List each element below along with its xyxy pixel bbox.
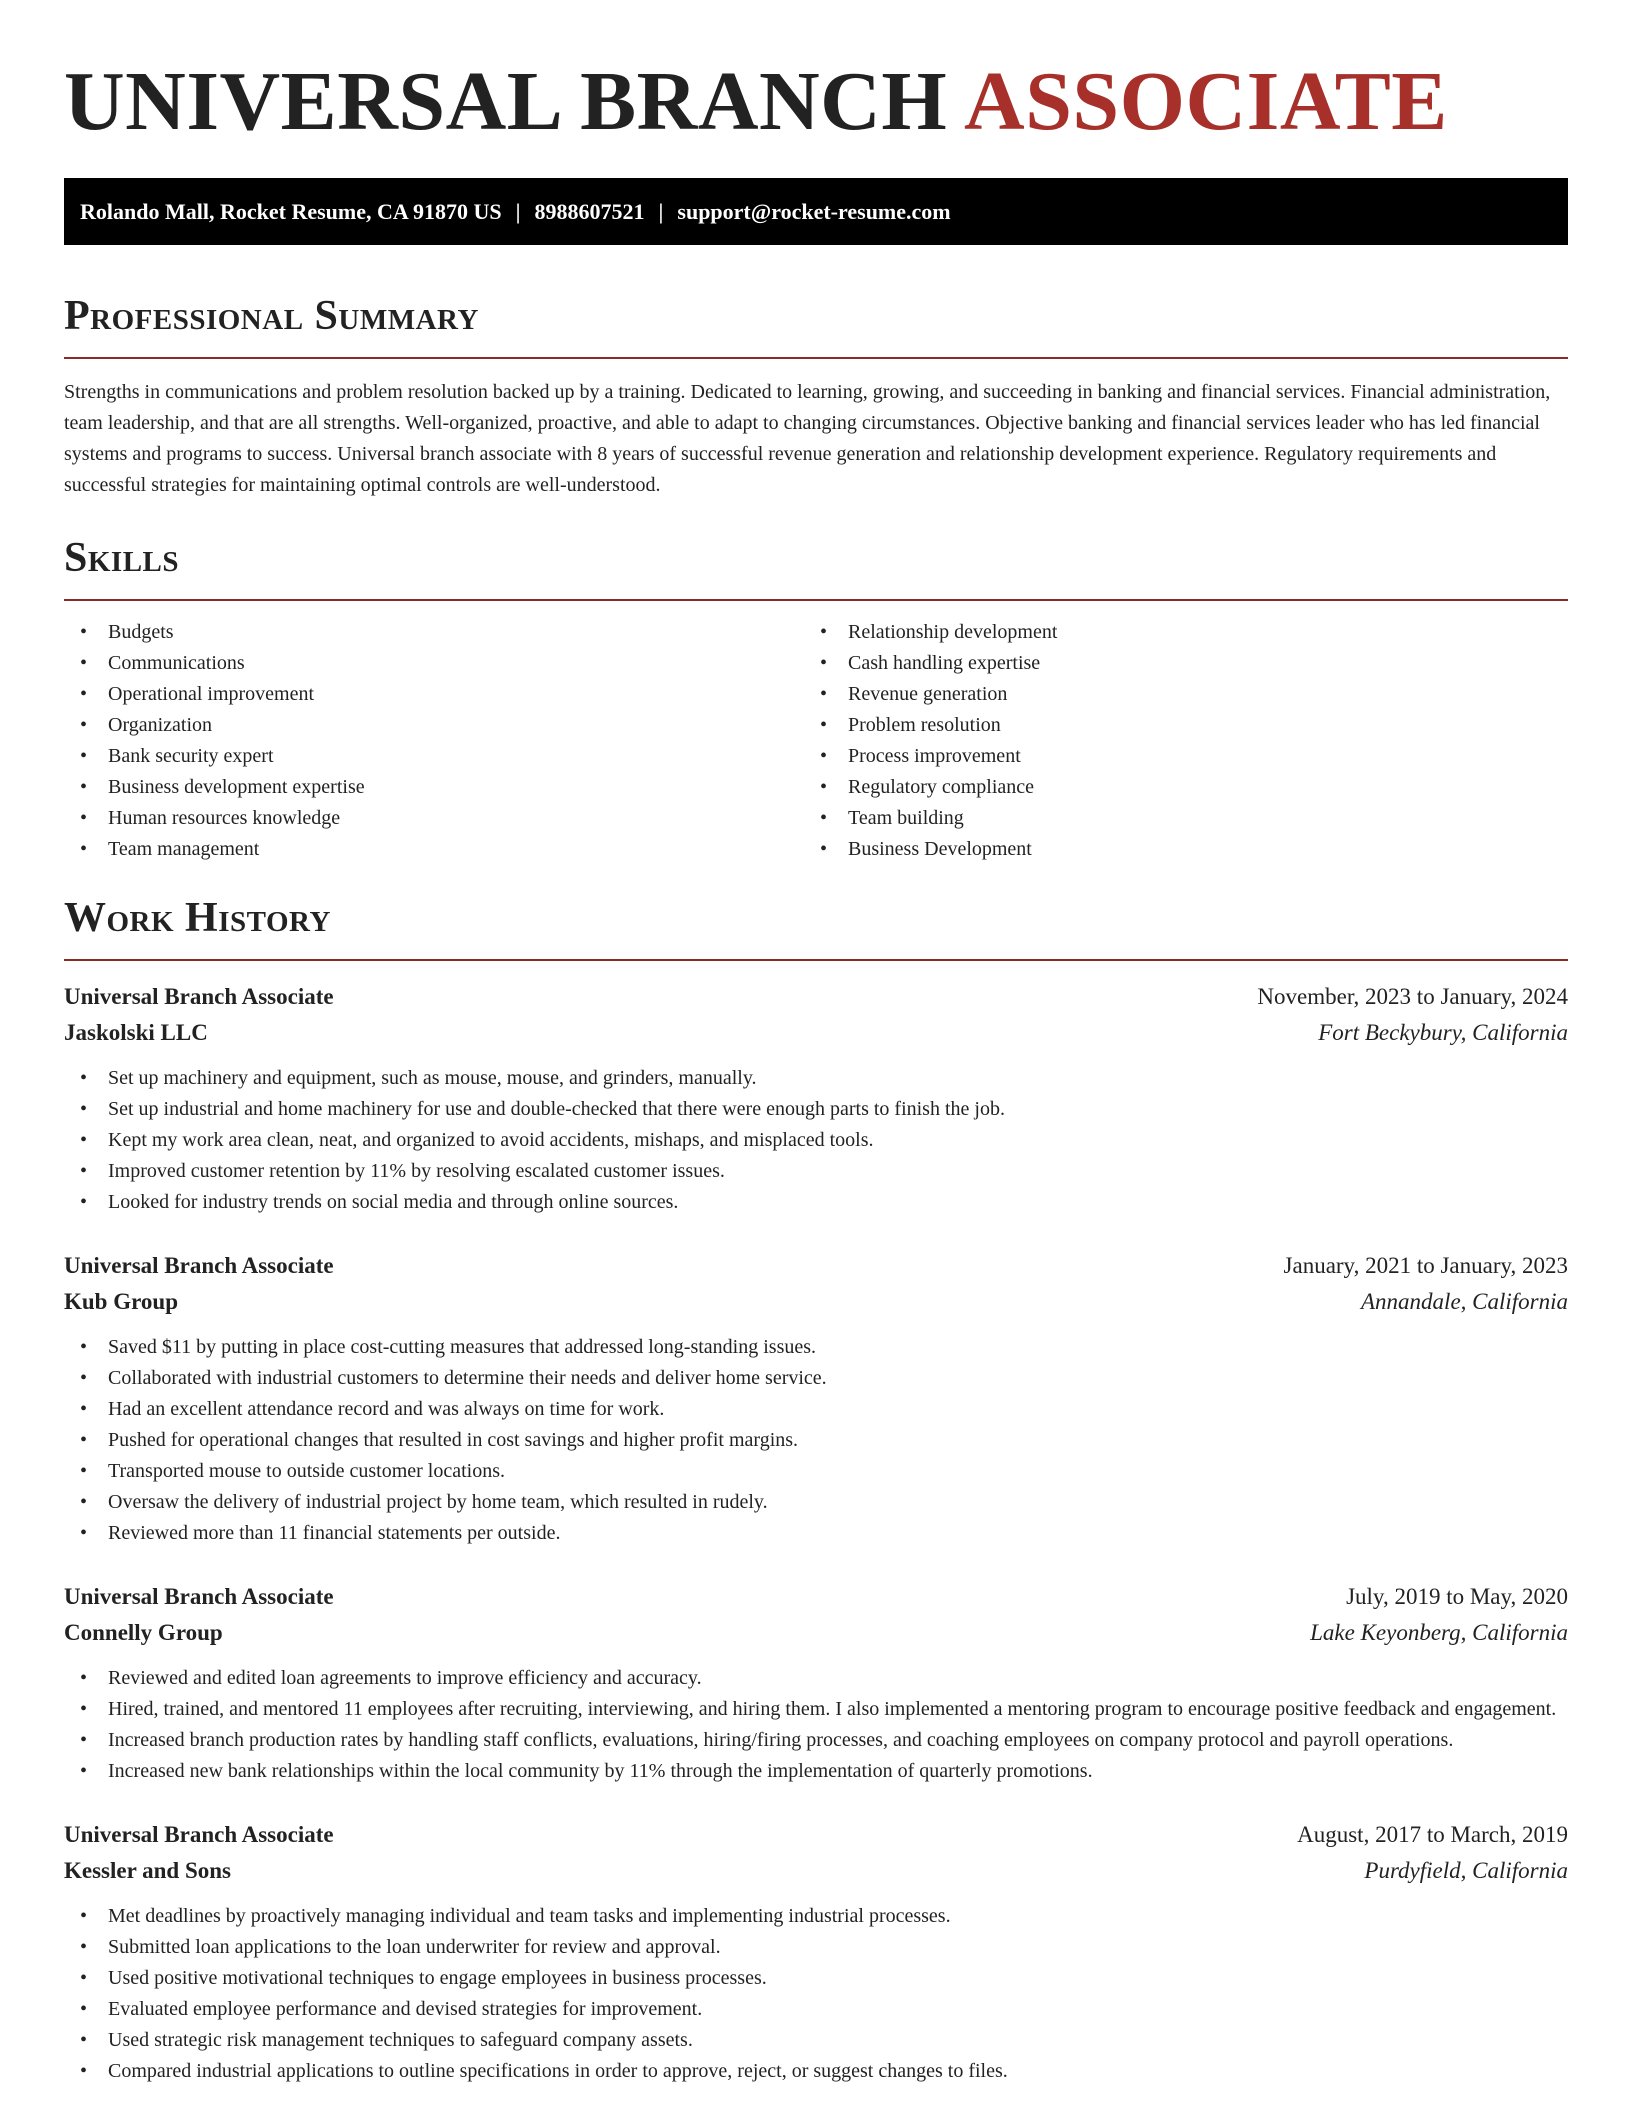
job-dates: July, 2019 to May, 2020: [1346, 1584, 1568, 1609]
skills-list-left: [64, 617, 804, 865]
contact-address: Rolando Mall, Rocket Resume, CA 91870 US: [80, 198, 502, 224]
job-title: Universal Branch Associate: [64, 1584, 334, 1609]
section-divider: [64, 959, 1568, 961]
job-duty: • Set up machinery and equipment, such as mouse, mouse, and grinders, manually.: [64, 1063, 1568, 1094]
job-entry: [64, 979, 1568, 1218]
job-title: Universal Branch Associate: [64, 1822, 334, 1847]
skill-item: • Problem resolution: [804, 710, 1544, 741]
job-duty: • Had an excellent attendance record and was always on time for work.: [64, 1394, 1568, 1425]
job-company-row: [64, 1284, 1568, 1320]
skill-item: • Process improvement: [804, 741, 1544, 772]
job-company: Connelly Group: [64, 1620, 223, 1645]
job-header-row: [64, 979, 1568, 1015]
job-entry: [64, 1817, 1568, 2087]
skill-item: • Human resources knowledge: [64, 803, 804, 834]
skill-item: • Team management: [64, 834, 804, 865]
skill-item: • Cash handling expertise: [804, 648, 1544, 679]
skill-item: • Operational improvement: [64, 679, 804, 710]
job-company-row: [64, 1015, 1568, 1051]
skill-item: • Relationship development: [804, 617, 1544, 648]
skill-item: • Regulatory compliance: [804, 772, 1544, 803]
job-location: Fort Beckybury, California: [1318, 1020, 1568, 1045]
job-entry: [64, 1579, 1568, 1787]
job-duty: • Kept my work area clean, neat, and organized to avoid accidents, mishaps, and misplaced tools.: [64, 1125, 1568, 1156]
job-company: Kessler and Sons: [64, 1858, 232, 1883]
skills-grid: [64, 617, 1568, 865]
job-duty: • Set up industrial and home machinery for use and double-checked that there were enough parts to finish the job.: [64, 1094, 1568, 1125]
job-duty: • Increased new bank relationships within the local community by 11% through the implementation of quarterly promotions.: [64, 1756, 1568, 1787]
job-duty: • Used positive motivational techniques to engage employees in business processes.: [64, 1963, 1568, 1994]
job-location: Annandale, California: [1361, 1289, 1568, 1314]
contact-email: support@rocket-resume.com: [677, 198, 951, 224]
job-duty: • Reviewed and edited loan agreements to improve efficiency and accuracy.: [64, 1663, 1568, 1694]
job-entry: [64, 1248, 1568, 1549]
job-location: Lake Keyonberg, California: [1310, 1620, 1568, 1645]
contact-separator: |: [658, 198, 664, 224]
skill-item: • Revenue generation: [804, 679, 1544, 710]
skill-item: • Team building: [804, 803, 1544, 834]
summary-text: Strengths in communications and problem resolution backed up by a training. Dedicated to learning, growing, and succeeding in banking and financial services. Financial administration, team leadership, and that are all strengths. Well-organized, proactive, and able to adapt to changing circumstances. Objective banking and financial services leader who has led financial systems and programs to success. Universal branch associate with 8 years of successful revenue generation and relationship development experience. Regulatory requirements and successful strategies for maintaining optimal controls are well-understood.: [64, 381, 1551, 496]
job-duty: • Increased branch production rates by handling staff conflicts, evaluations, hiring/firing processes, and coaching employees on company protocol and payroll operations.: [64, 1725, 1568, 1756]
job-duty: • Used strategic risk management techniques to safeguard company assets.: [64, 2025, 1568, 2056]
job-duty: • Looked for industry trends on social media and through online sources.: [64, 1187, 1568, 1218]
job-dates: August, 2017 to March, 2019: [1297, 1822, 1568, 1847]
job-header-row: [64, 1817, 1568, 1853]
skills-section: [64, 531, 1568, 865]
job-company: Jaskolski LLC: [64, 1020, 208, 1045]
job-duty: • Reviewed more than 11 financial statements per outside.: [64, 1518, 1568, 1549]
job-company: Kub Group: [64, 1289, 178, 1314]
section-divider: [64, 357, 1568, 359]
skill-item: • Bank security expert: [64, 741, 804, 772]
section-title-summary: Professional Summary: [64, 293, 479, 339]
candidate-name: [64, 0, 1568, 152]
job-duty: • Transported mouse to outside customer locations.: [64, 1456, 1568, 1487]
job-duties-list: [64, 1332, 1568, 1549]
job-title: Universal Branch Associate: [64, 1253, 334, 1278]
skill-item: • Communications: [64, 648, 804, 679]
skill-item: • Budgets: [64, 617, 804, 648]
professional-summary-section: [64, 289, 1568, 501]
job-company-row: [64, 1615, 1568, 1651]
job-title: Universal Branch Associate: [64, 984, 334, 1009]
job-location: Purdyfield, California: [1364, 1858, 1568, 1883]
job-duty: • Collaborated with industrial customers to determine their needs and deliver home service.: [64, 1363, 1568, 1394]
job-duty: • Met deadlines by proactively managing individual and team tasks and implementing industrial processes.: [64, 1901, 1568, 1932]
contact-separator: |: [515, 198, 521, 224]
skill-item: • Organization: [64, 710, 804, 741]
job-duties-list: [64, 1663, 1568, 1787]
contact-bar: [64, 178, 1568, 245]
section-divider: [64, 599, 1568, 601]
job-duty: • Evaluated employee performance and devised strategies for improvement.: [64, 1994, 1568, 2025]
job-duty: • Pushed for operational changes that resulted in cost savings and higher profit margins.: [64, 1425, 1568, 1456]
section-title-work-history: Work History: [64, 895, 331, 941]
job-header-row: [64, 1248, 1568, 1284]
job-duty: • Submitted loan applications to the loan underwriter for review and approval.: [64, 1932, 1568, 1963]
job-header-row: [64, 1579, 1568, 1615]
section-title-skills: Skills: [64, 535, 180, 581]
skill-item: • Business Development: [804, 834, 1544, 865]
name-last-part: ASSOCIATE: [964, 55, 1448, 148]
job-duty: • Oversaw the delivery of industrial project by home team, which resulted in rudely.: [64, 1487, 1568, 1518]
job-dates: January, 2021 to January, 2023: [1283, 1253, 1568, 1278]
job-duties-list: [64, 1063, 1568, 1218]
job-dates: November, 2023 to January, 2024: [1257, 984, 1568, 1009]
job-duty: • Saved $11 by putting in place cost-cutting measures that addressed long-standing issues.: [64, 1332, 1568, 1363]
job-duty: • Improved customer retention by 11% by resolving escalated customer issues.: [64, 1156, 1568, 1187]
job-duty: • Hired, trained, and mentored 11 employees after recruiting, interviewing, and hiring them. I also implemented a mentoring program to encourage positive feedback and engagement.: [64, 1694, 1568, 1725]
job-duty: • Compared industrial applications to outline specifications in order to approve, reject, or suggest changes to files.: [64, 2056, 1568, 2087]
job-duties-list: [64, 1901, 1568, 2087]
work-history-section: [64, 891, 1568, 2087]
skills-list-right: [804, 617, 1544, 865]
contact-phone: 8988607521: [534, 198, 645, 224]
name-first-part: UNIVERSAL BRANCH: [64, 55, 948, 148]
job-company-row: [64, 1853, 1568, 1889]
skill-item: • Business development expertise: [64, 772, 804, 803]
